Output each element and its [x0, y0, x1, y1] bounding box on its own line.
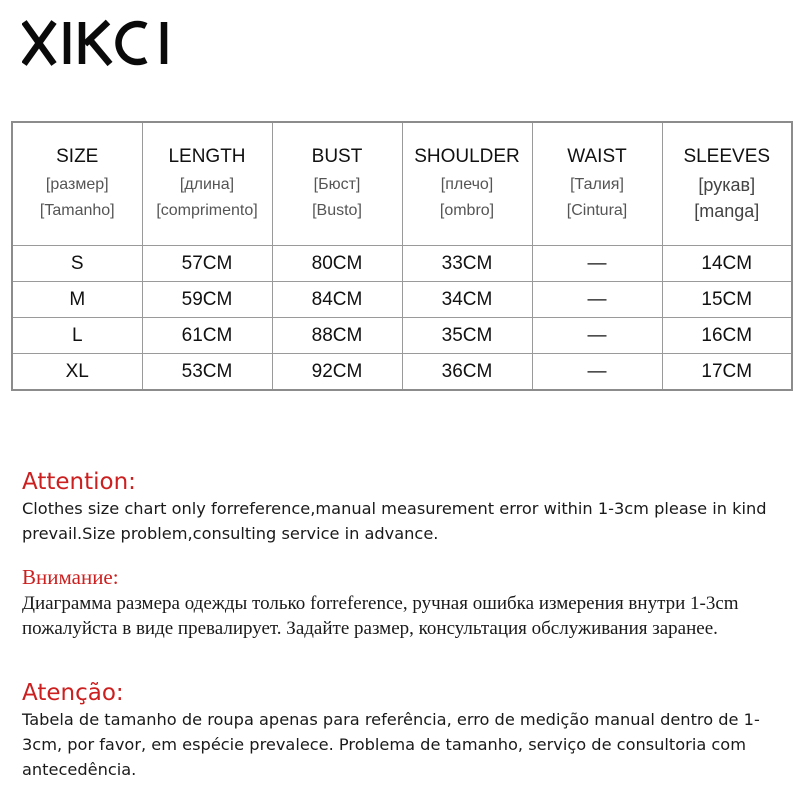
header-en-label: SHOULDER — [414, 145, 520, 167]
attention-body-pt: Tabela de tamanho de roupa apenas para referência, erro de medição manual dentro de 1-3cm, por favor, em espécie prevalece. Problema de tamanho, serviço de consultoria com antecedência. — [22, 710, 760, 779]
header-en-label: SLEEVES — [683, 145, 771, 167]
header-ru-label: [Талия] — [570, 175, 624, 193]
cell-bust: 88CM — [272, 318, 402, 354]
xikoi-logo — [22, 18, 182, 68]
cell-length: 61CM — [142, 318, 272, 354]
attention-portuguese — [22, 679, 782, 782]
header-length — [142, 122, 272, 245]
header-size — [12, 122, 142, 245]
header-ru-label: [плечо] — [440, 175, 494, 193]
cell-length: 57CM — [142, 245, 272, 281]
header-sleeves — [662, 122, 792, 245]
size-chart-table — [11, 121, 793, 391]
cell-length: 59CM — [142, 282, 272, 318]
table-row-m — [12, 282, 792, 318]
cell-bust: 80CM — [272, 245, 402, 281]
cell-size: S — [12, 245, 142, 281]
cell-waist: — — [532, 282, 662, 318]
header-en-label: BUST — [311, 145, 363, 167]
cell-shoulder: 33CM — [402, 245, 532, 281]
cell-bust: 92CM — [272, 354, 402, 390]
header-ru-label: [размер] — [45, 175, 109, 193]
header-ru-label: [длина] — [179, 175, 235, 193]
cell-size: M — [12, 282, 142, 318]
cell-sleeves: 14CM — [662, 245, 792, 281]
header-en-label: SIZE — [56, 145, 99, 167]
header-ru-label: [Бюст] — [313, 175, 361, 193]
header-pt-label: [Busto] — [312, 201, 362, 219]
table-row-xl — [12, 354, 792, 390]
header-ru-label: [рукав] — [698, 174, 756, 195]
header-pt-label: [ombro] — [439, 201, 495, 219]
attention-title-en: Attention: — [22, 469, 136, 495]
attention-title-pt: Atenção: — [22, 680, 124, 706]
attention-english — [22, 468, 782, 546]
cell-size: XL — [12, 354, 142, 390]
header-pt-label: [manga] — [694, 200, 760, 221]
cell-sleeves: 17CM — [662, 354, 792, 390]
header-pt-label: [Tamanho] — [39, 201, 115, 219]
header-pt-label: [Cintura] — [566, 201, 628, 219]
cell-sleeves: 15CM — [662, 282, 792, 318]
header-en-label: WAIST — [567, 145, 627, 167]
header-waist — [532, 122, 662, 245]
cell-shoulder: 34CM — [402, 282, 532, 318]
header-en-label: LENGTH — [168, 145, 246, 167]
attention-russian — [22, 563, 782, 641]
cell-shoulder: 35CM — [402, 318, 532, 354]
cell-length: 53CM — [142, 354, 272, 390]
cell-waist: — — [532, 245, 662, 281]
cell-bust: 84CM — [272, 282, 402, 318]
table-header-row — [12, 122, 792, 245]
header-shoulder — [402, 122, 532, 245]
cell-size: L — [12, 318, 142, 354]
table-row-l — [12, 318, 792, 354]
attention-body-ru: Диаграмма размера одежды только forreference, ручная ошибка измерения внутри 1-3cm пожалуйста в виде превалирует. Задайте размер, консультация обслуживания заранее. — [22, 593, 739, 639]
header-pt-label: [comprimento] — [156, 201, 258, 219]
cell-waist: — — [532, 354, 662, 390]
attention-body-en: Clothes size chart only forreference,manual measurement error within 1-3cm please in kind prevail.Size problem,consulting service in advance. — [22, 499, 767, 543]
header-bust — [272, 122, 402, 245]
table-row-s — [12, 245, 792, 281]
cell-shoulder: 36CM — [402, 354, 532, 390]
cell-sleeves: 16CM — [662, 318, 792, 354]
attention-title-ru: Внимание: — [22, 565, 119, 589]
cell-waist: — — [532, 318, 662, 354]
